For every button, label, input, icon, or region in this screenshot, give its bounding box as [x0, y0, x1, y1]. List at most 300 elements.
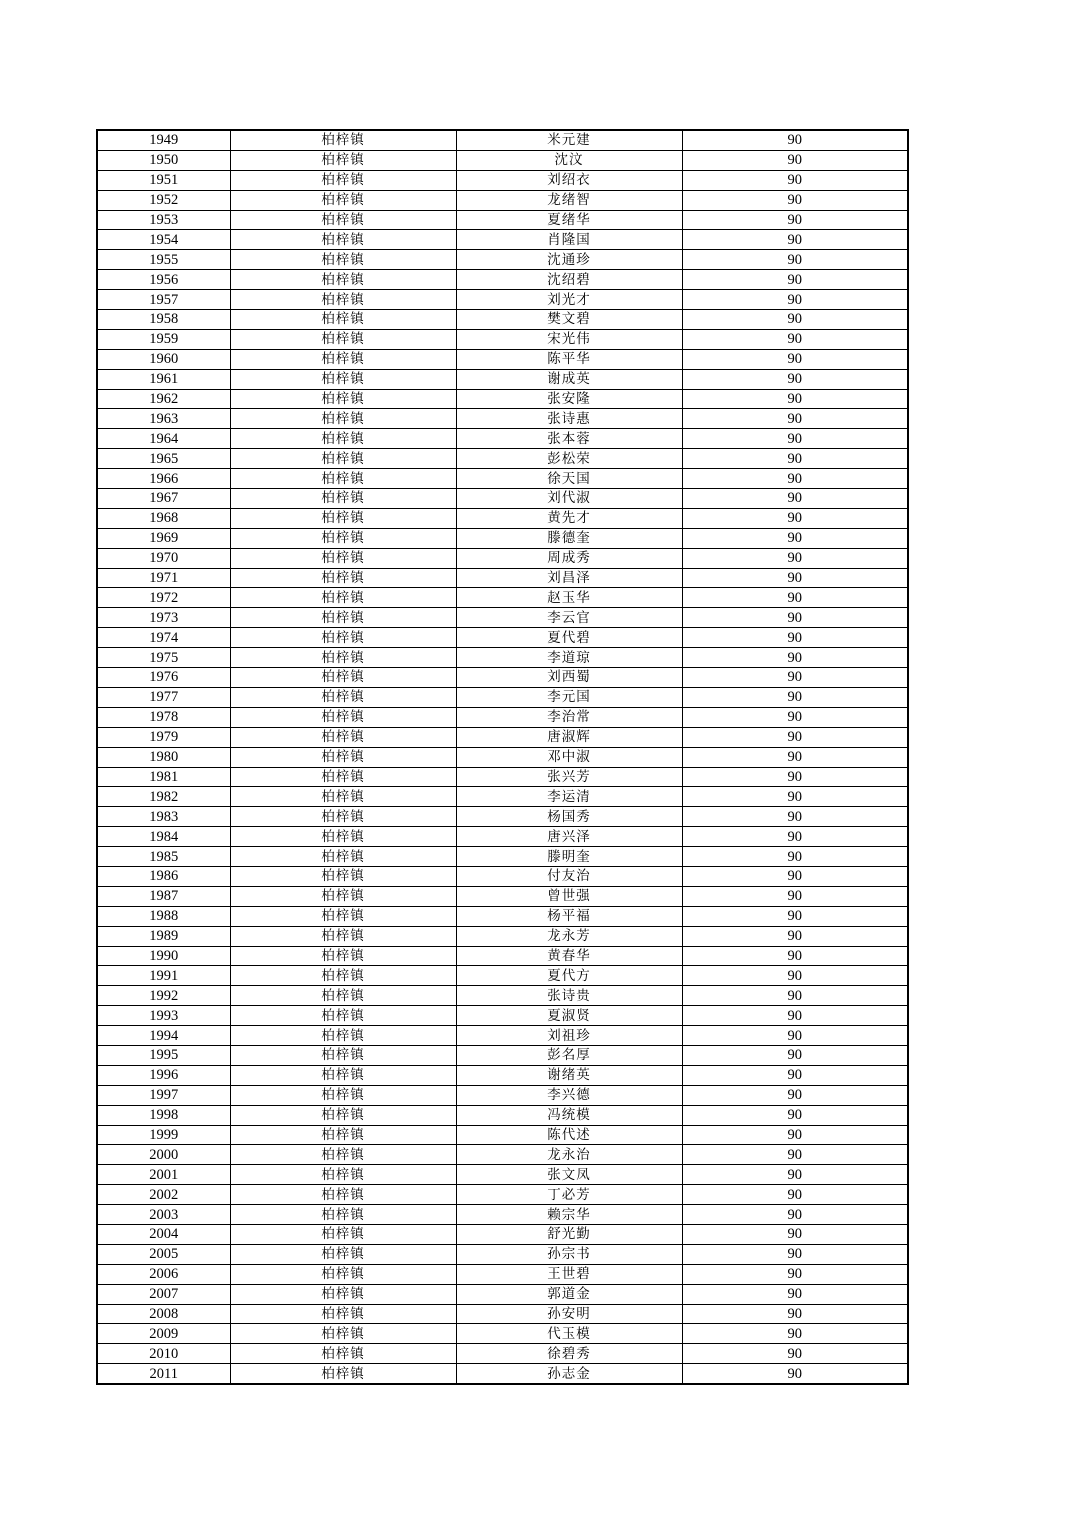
cell-name: 肖隆国: [456, 230, 682, 250]
table-row: [97, 847, 908, 867]
cell-town: 柏梓镇: [230, 707, 456, 727]
cell-town: 柏梓镇: [230, 190, 456, 210]
cell-number: 1974: [97, 628, 230, 648]
table-row: [97, 1284, 908, 1304]
cell-name: 代玉模: [456, 1324, 682, 1344]
cell-name: 夏淑贤: [456, 1006, 682, 1026]
cell-age: 90: [682, 1145, 908, 1165]
cell-town: 柏梓镇: [230, 449, 456, 469]
table-row: [97, 707, 908, 727]
cell-number: 1967: [97, 489, 230, 509]
cell-number: 1953: [97, 210, 230, 230]
cell-town: 柏梓镇: [230, 369, 456, 389]
cell-age: 90: [682, 847, 908, 867]
cell-town: 柏梓镇: [230, 548, 456, 568]
cell-number: 2006: [97, 1264, 230, 1284]
table-row: [97, 349, 908, 369]
cell-age: 90: [682, 906, 908, 926]
cell-age: 90: [682, 1065, 908, 1085]
cell-name: 李兴德: [456, 1085, 682, 1105]
cell-name: 沈汶: [456, 150, 682, 170]
cell-town: 柏梓镇: [230, 1364, 456, 1384]
cell-number: 2009: [97, 1324, 230, 1344]
table-row: [97, 1224, 908, 1244]
table-row: [97, 329, 908, 349]
cell-age: 90: [682, 290, 908, 310]
table-row: [97, 608, 908, 628]
cell-name: 黄先才: [456, 508, 682, 528]
cell-town: 柏梓镇: [230, 1304, 456, 1324]
cell-age: 90: [682, 329, 908, 349]
cell-number: 2010: [97, 1344, 230, 1364]
cell-number: 2002: [97, 1185, 230, 1205]
cell-number: 1985: [97, 847, 230, 867]
cell-age: 90: [682, 1026, 908, 1046]
cell-town: 柏梓镇: [230, 1045, 456, 1065]
cell-name: 张诗贵: [456, 986, 682, 1006]
cell-number: 1982: [97, 787, 230, 807]
table-row: [97, 568, 908, 588]
cell-town: 柏梓镇: [230, 1065, 456, 1085]
cell-number: 1970: [97, 548, 230, 568]
table-row: [97, 528, 908, 548]
cell-age: 90: [682, 687, 908, 707]
cell-number: 1977: [97, 687, 230, 707]
cell-age: 90: [682, 568, 908, 588]
cell-town: 柏梓镇: [230, 270, 456, 290]
cell-town: 柏梓镇: [230, 528, 456, 548]
table-row: [97, 966, 908, 986]
cell-age: 90: [682, 588, 908, 608]
cell-age: 90: [682, 210, 908, 230]
table-row: [97, 946, 908, 966]
cell-town: 柏梓镇: [230, 130, 456, 150]
cell-name: 刘昌泽: [456, 568, 682, 588]
cell-town: 柏梓镇: [230, 489, 456, 509]
cell-age: 90: [682, 409, 908, 429]
table-row: [97, 1344, 908, 1364]
table-row: [97, 1026, 908, 1046]
cell-age: 90: [682, 648, 908, 668]
table-row: [97, 866, 908, 886]
cell-age: 90: [682, 389, 908, 409]
cell-age: 90: [682, 1165, 908, 1185]
cell-name: 宋光伟: [456, 329, 682, 349]
cell-town: 柏梓镇: [230, 170, 456, 190]
cell-town: 柏梓镇: [230, 210, 456, 230]
cell-age: 90: [682, 190, 908, 210]
cell-name: 曾世强: [456, 886, 682, 906]
cell-town: 柏梓镇: [230, 409, 456, 429]
cell-name: 陈平华: [456, 349, 682, 369]
cell-name: 付友治: [456, 866, 682, 886]
cell-age: 90: [682, 986, 908, 1006]
cell-name: 陈代述: [456, 1125, 682, 1145]
table-row: [97, 150, 908, 170]
table-row: [97, 1125, 908, 1145]
cell-number: 1987: [97, 886, 230, 906]
cell-number: 1951: [97, 170, 230, 190]
table-row: [97, 986, 908, 1006]
cell-age: 90: [682, 767, 908, 787]
cell-name: 李云官: [456, 608, 682, 628]
cell-age: 90: [682, 827, 908, 847]
table-row: [97, 787, 908, 807]
cell-age: 90: [682, 310, 908, 330]
cell-town: 柏梓镇: [230, 150, 456, 170]
cell-name: 沈通珍: [456, 250, 682, 270]
cell-name: 谢绪英: [456, 1065, 682, 1085]
table-row: [97, 548, 908, 568]
cell-age: 90: [682, 1244, 908, 1264]
cell-number: 1993: [97, 1006, 230, 1026]
cell-town: 柏梓镇: [230, 847, 456, 867]
cell-number: 1963: [97, 409, 230, 429]
cell-age: 90: [682, 727, 908, 747]
table-row: [97, 310, 908, 330]
cell-number: 2008: [97, 1304, 230, 1324]
cell-name: 丁必芳: [456, 1185, 682, 1205]
cell-name: 龙绪智: [456, 190, 682, 210]
table-row: [97, 230, 908, 250]
table-row: [97, 1165, 908, 1185]
table-row: [97, 1065, 908, 1085]
cell-town: 柏梓镇: [230, 1165, 456, 1185]
cell-age: 90: [682, 270, 908, 290]
cell-age: 90: [682, 886, 908, 906]
cell-age: 90: [682, 1324, 908, 1344]
cell-number: 1952: [97, 190, 230, 210]
cell-name: 张文凤: [456, 1165, 682, 1185]
cell-age: 90: [682, 1085, 908, 1105]
cell-number: 1957: [97, 290, 230, 310]
cell-town: 柏梓镇: [230, 1244, 456, 1264]
cell-town: 柏梓镇: [230, 1344, 456, 1364]
cell-name: 徐碧秀: [456, 1344, 682, 1364]
cell-town: 柏梓镇: [230, 986, 456, 1006]
cell-age: 90: [682, 469, 908, 489]
cell-name: 邓中淑: [456, 747, 682, 767]
cell-number: 1954: [97, 230, 230, 250]
cell-number: 1956: [97, 270, 230, 290]
table-row: [97, 449, 908, 469]
table-row: [97, 1324, 908, 1344]
cell-name: 张诗惠: [456, 409, 682, 429]
data-table: [96, 129, 909, 1385]
cell-town: 柏梓镇: [230, 946, 456, 966]
cell-age: 90: [682, 1364, 908, 1384]
cell-number: 1955: [97, 250, 230, 270]
cell-town: 柏梓镇: [230, 508, 456, 528]
table-row: [97, 1264, 908, 1284]
cell-town: 柏梓镇: [230, 349, 456, 369]
cell-name: 刘绍衣: [456, 170, 682, 190]
cell-age: 90: [682, 349, 908, 369]
cell-town: 柏梓镇: [230, 469, 456, 489]
cell-age: 90: [682, 608, 908, 628]
table-row: [97, 270, 908, 290]
table-row: [97, 369, 908, 389]
table-row: [97, 648, 908, 668]
cell-town: 柏梓镇: [230, 807, 456, 827]
cell-age: 90: [682, 548, 908, 568]
cell-town: 柏梓镇: [230, 568, 456, 588]
cell-number: 1959: [97, 329, 230, 349]
cell-town: 柏梓镇: [230, 1145, 456, 1165]
cell-name: 刘西蜀: [456, 668, 682, 688]
cell-age: 90: [682, 250, 908, 270]
cell-number: 1998: [97, 1105, 230, 1125]
cell-number: 1999: [97, 1125, 230, 1145]
table-row: [97, 668, 908, 688]
cell-name: 孙安明: [456, 1304, 682, 1324]
cell-name: 李运清: [456, 787, 682, 807]
cell-age: 90: [682, 1264, 908, 1284]
cell-age: 90: [682, 1105, 908, 1125]
cell-town: 柏梓镇: [230, 1125, 456, 1145]
cell-age: 90: [682, 787, 908, 807]
cell-name: 杨平福: [456, 906, 682, 926]
cell-age: 90: [682, 230, 908, 250]
cell-town: 柏梓镇: [230, 1026, 456, 1046]
table-row: [97, 429, 908, 449]
cell-number: 1981: [97, 767, 230, 787]
cell-name: 唐兴泽: [456, 827, 682, 847]
table-row: [97, 250, 908, 270]
cell-name: 沈绍碧: [456, 270, 682, 290]
cell-age: 90: [682, 747, 908, 767]
cell-name: 彭名厚: [456, 1045, 682, 1065]
table-row: [97, 1045, 908, 1065]
cell-name: 李道琼: [456, 648, 682, 668]
cell-age: 90: [682, 528, 908, 548]
cell-number: 2007: [97, 1284, 230, 1304]
cell-number: 2003: [97, 1205, 230, 1225]
cell-town: 柏梓镇: [230, 727, 456, 747]
cell-name: 滕明奎: [456, 847, 682, 867]
cell-age: 90: [682, 369, 908, 389]
cell-town: 柏梓镇: [230, 588, 456, 608]
cell-name: 张本蓉: [456, 429, 682, 449]
cell-age: 90: [682, 1006, 908, 1026]
table-row: [97, 886, 908, 906]
table-row: [97, 1105, 908, 1125]
cell-town: 柏梓镇: [230, 827, 456, 847]
cell-number: 1972: [97, 588, 230, 608]
cell-age: 90: [682, 807, 908, 827]
cell-name: 谢成英: [456, 369, 682, 389]
cell-name: 赵玉华: [456, 588, 682, 608]
cell-town: 柏梓镇: [230, 329, 456, 349]
cell-number: 1988: [97, 906, 230, 926]
cell-number: 1971: [97, 568, 230, 588]
table-row: [97, 906, 908, 926]
cell-town: 柏梓镇: [230, 310, 456, 330]
cell-name: 龙永治: [456, 1145, 682, 1165]
cell-number: 1992: [97, 986, 230, 1006]
cell-number: 1979: [97, 727, 230, 747]
cell-age: 90: [682, 707, 908, 727]
table-row: [97, 747, 908, 767]
table-row: [97, 588, 908, 608]
cell-number: 1973: [97, 608, 230, 628]
cell-number: 1960: [97, 349, 230, 369]
table-row: [97, 1006, 908, 1026]
cell-name: 刘祖珍: [456, 1026, 682, 1046]
cell-age: 90: [682, 508, 908, 528]
cell-town: 柏梓镇: [230, 1185, 456, 1205]
cell-number: 1950: [97, 150, 230, 170]
cell-town: 柏梓镇: [230, 906, 456, 926]
cell-name: 冯统模: [456, 1105, 682, 1125]
table-row: [97, 767, 908, 787]
cell-number: 1986: [97, 866, 230, 886]
cell-name: 彭松荣: [456, 449, 682, 469]
table-row: [97, 1085, 908, 1105]
table-row: [97, 210, 908, 230]
cell-age: 90: [682, 1344, 908, 1364]
cell-town: 柏梓镇: [230, 290, 456, 310]
table-row: [97, 469, 908, 489]
cell-number: 2001: [97, 1165, 230, 1185]
cell-age: 90: [682, 130, 908, 150]
cell-name: 李治常: [456, 707, 682, 727]
cell-name: 王世碧: [456, 1264, 682, 1284]
cell-name: 赖宗华: [456, 1205, 682, 1225]
cell-name: 郭道金: [456, 1284, 682, 1304]
cell-number: 1989: [97, 926, 230, 946]
table-row: [97, 389, 908, 409]
table-row: [97, 290, 908, 310]
cell-age: 90: [682, 628, 908, 648]
cell-name: 周成秀: [456, 548, 682, 568]
table-row: [97, 1145, 908, 1165]
cell-name: 徐天国: [456, 469, 682, 489]
cell-number: 1980: [97, 747, 230, 767]
cell-town: 柏梓镇: [230, 687, 456, 707]
cell-age: 90: [682, 1125, 908, 1145]
cell-number: 1966: [97, 469, 230, 489]
cell-age: 90: [682, 449, 908, 469]
cell-number: 1978: [97, 707, 230, 727]
cell-name: 夏代方: [456, 966, 682, 986]
cell-town: 柏梓镇: [230, 747, 456, 767]
table-row: [97, 827, 908, 847]
cell-age: 90: [682, 429, 908, 449]
cell-town: 柏梓镇: [230, 1224, 456, 1244]
cell-number: 1991: [97, 966, 230, 986]
table-row: [97, 170, 908, 190]
cell-name: 李元国: [456, 687, 682, 707]
cell-number: 1990: [97, 946, 230, 966]
cell-town: 柏梓镇: [230, 966, 456, 986]
cell-town: 柏梓镇: [230, 628, 456, 648]
cell-number: 1965: [97, 449, 230, 469]
cell-number: 1997: [97, 1085, 230, 1105]
cell-number: 1976: [97, 668, 230, 688]
cell-name: 樊文碧: [456, 310, 682, 330]
cell-number: 1994: [97, 1026, 230, 1046]
table-row: [97, 926, 908, 946]
cell-number: 1962: [97, 389, 230, 409]
cell-age: 90: [682, 866, 908, 886]
cell-town: 柏梓镇: [230, 1105, 456, 1125]
cell-name: 滕德奎: [456, 528, 682, 548]
cell-number: 2000: [97, 1145, 230, 1165]
cell-number: 1996: [97, 1065, 230, 1085]
cell-name: 刘代淑: [456, 489, 682, 509]
cell-age: 90: [682, 1205, 908, 1225]
cell-name: 杨国秀: [456, 807, 682, 827]
cell-town: 柏梓镇: [230, 886, 456, 906]
cell-age: 90: [682, 1224, 908, 1244]
cell-age: 90: [682, 966, 908, 986]
cell-age: 90: [682, 946, 908, 966]
cell-name: 米元建: [456, 130, 682, 150]
cell-number: 2005: [97, 1244, 230, 1264]
table-row: [97, 508, 908, 528]
cell-number: 1961: [97, 369, 230, 389]
table-row: [97, 1205, 908, 1225]
cell-town: 柏梓镇: [230, 1264, 456, 1284]
cell-town: 柏梓镇: [230, 1006, 456, 1026]
cell-age: 90: [682, 926, 908, 946]
cell-number: 1975: [97, 648, 230, 668]
cell-number: 1964: [97, 429, 230, 449]
cell-age: 90: [682, 150, 908, 170]
cell-town: 柏梓镇: [230, 866, 456, 886]
cell-town: 柏梓镇: [230, 1085, 456, 1105]
table-row: [97, 409, 908, 429]
cell-town: 柏梓镇: [230, 787, 456, 807]
cell-age: 90: [682, 489, 908, 509]
cell-town: 柏梓镇: [230, 648, 456, 668]
cell-town: 柏梓镇: [230, 389, 456, 409]
cell-name: 张安隆: [456, 389, 682, 409]
table-row: [97, 807, 908, 827]
cell-town: 柏梓镇: [230, 668, 456, 688]
cell-number: 1995: [97, 1045, 230, 1065]
table-row: [97, 1304, 908, 1324]
cell-age: 90: [682, 1045, 908, 1065]
cell-number: 1969: [97, 528, 230, 548]
table-row: [97, 130, 908, 150]
cell-name: 孙志金: [456, 1364, 682, 1384]
cell-town: 柏梓镇: [230, 250, 456, 270]
cell-town: 柏梓镇: [230, 926, 456, 946]
cell-number: 2004: [97, 1224, 230, 1244]
table-body: [97, 130, 908, 1384]
cell-name: 夏代碧: [456, 628, 682, 648]
cell-number: 1968: [97, 508, 230, 528]
table-row: [97, 1244, 908, 1264]
table-row: [97, 687, 908, 707]
table-row: [97, 727, 908, 747]
table-row: [97, 1185, 908, 1205]
cell-town: 柏梓镇: [230, 767, 456, 787]
table-row: [97, 190, 908, 210]
cell-name: 夏绪华: [456, 210, 682, 230]
cell-name: 黄春华: [456, 946, 682, 966]
cell-number: 2011: [97, 1364, 230, 1384]
cell-name: 唐淑辉: [456, 727, 682, 747]
cell-town: 柏梓镇: [230, 230, 456, 250]
cell-number: 1949: [97, 130, 230, 150]
cell-number: 1958: [97, 310, 230, 330]
cell-town: 柏梓镇: [230, 1284, 456, 1304]
cell-age: 90: [682, 668, 908, 688]
cell-name: 刘光才: [456, 290, 682, 310]
